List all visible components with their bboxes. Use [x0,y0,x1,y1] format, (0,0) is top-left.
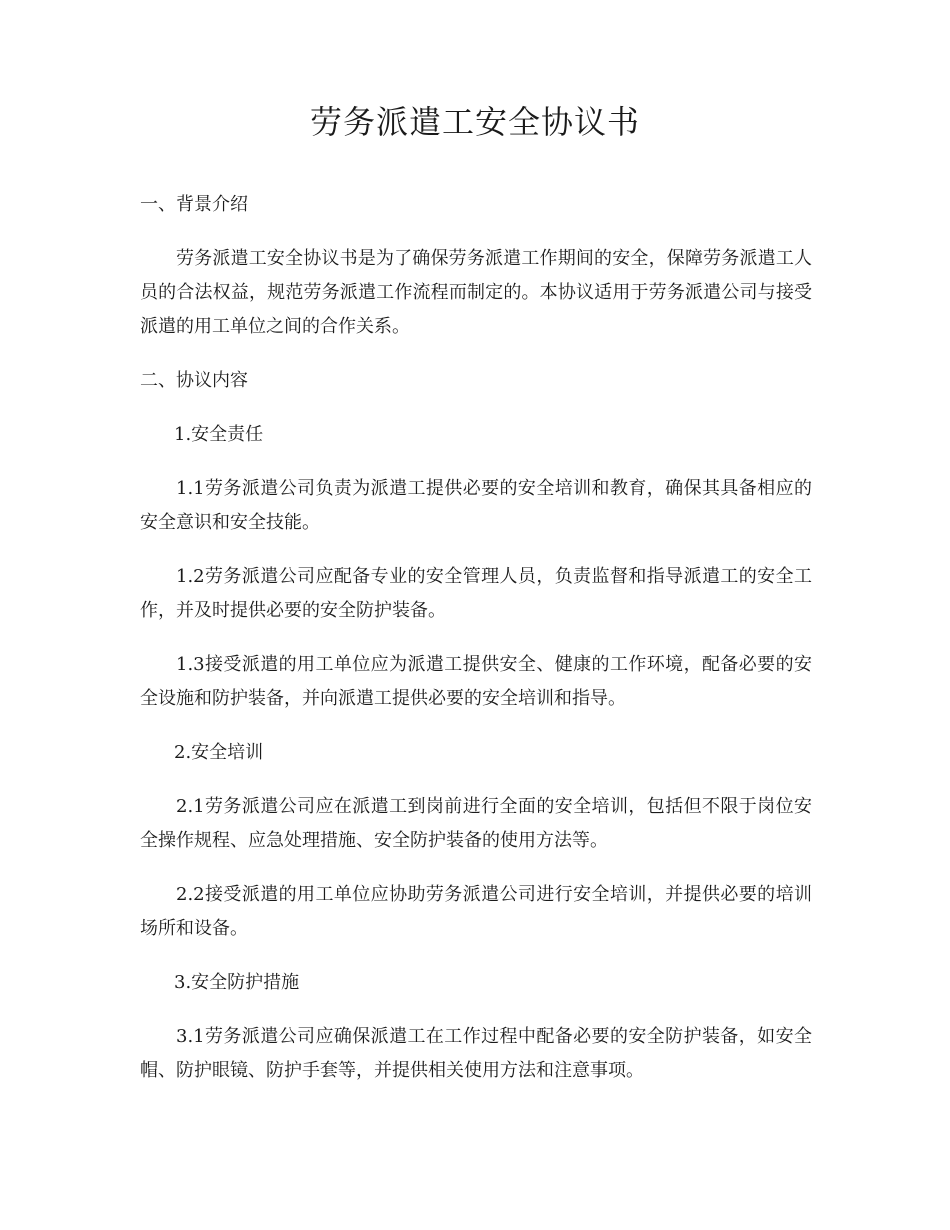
subheading-safety-training: 2.安全培训 [174,742,264,763]
paragraph-clause-1-3: 1.3接受派遣的用工单位应为派遣工提供安全、健康的工作环境，配备必要的安全设施和防护装备，并向派遣工提供必要的安全培训和指导。 [140,654,812,709]
paragraph-clause-2-2: 2.2接受派遣的用工单位应协助劳务派遣公司进行安全培训，并提供必要的培训场所和设备。 [140,884,812,939]
paragraph-clause-1-1: 1.1劳务派遣公司负责为派遣工提供必要的安全培训和教育，确保其具备相应的安全意识和安全技能。 [140,478,812,533]
paragraph-background: 劳务派遣工安全协议书是为了确保劳务派遣工作期间的安全，保障劳务派遣工人员的合法权益，规范劳务派遣工作流程而制定的。本协议适用于劳务派遣公司与接受派遣的用工单位之间的合作关系。 [140,248,812,337]
document-title: 劳务派遣工安全协议书 [309,103,640,141]
section-heading-agreement-content: 二、协议内容 [140,370,248,391]
subheading-safety-protection: 3.安全防护措施 [174,972,300,993]
paragraph-clause-3-1: 3.1劳务派遣公司应确保派遣工在工作过程中配备必要的安全防护装备，如安全帽、防护眼镜、防护手套等，并提供相关使用方法和注意事项。 [140,1026,812,1081]
subheading-safety-responsibility: 1.安全责任 [174,424,264,445]
paragraph-clause-1-2: 1.2劳务派遣公司应配备专业的安全管理人员，负责监督和指导派遣工的安全工作，并及时提供必要的安全防护装备。 [140,566,812,621]
document-body [140,188,812,1108]
section-heading-background: 一、背景介绍 [140,194,248,215]
paragraph-clause-2-1: 2.1劳务派遣公司应在派遣工到岗前进行全面的安全培训，包括但不限于岗位安全操作规程、应急处理措施、安全防护装备的使用方法等。 [140,796,812,851]
